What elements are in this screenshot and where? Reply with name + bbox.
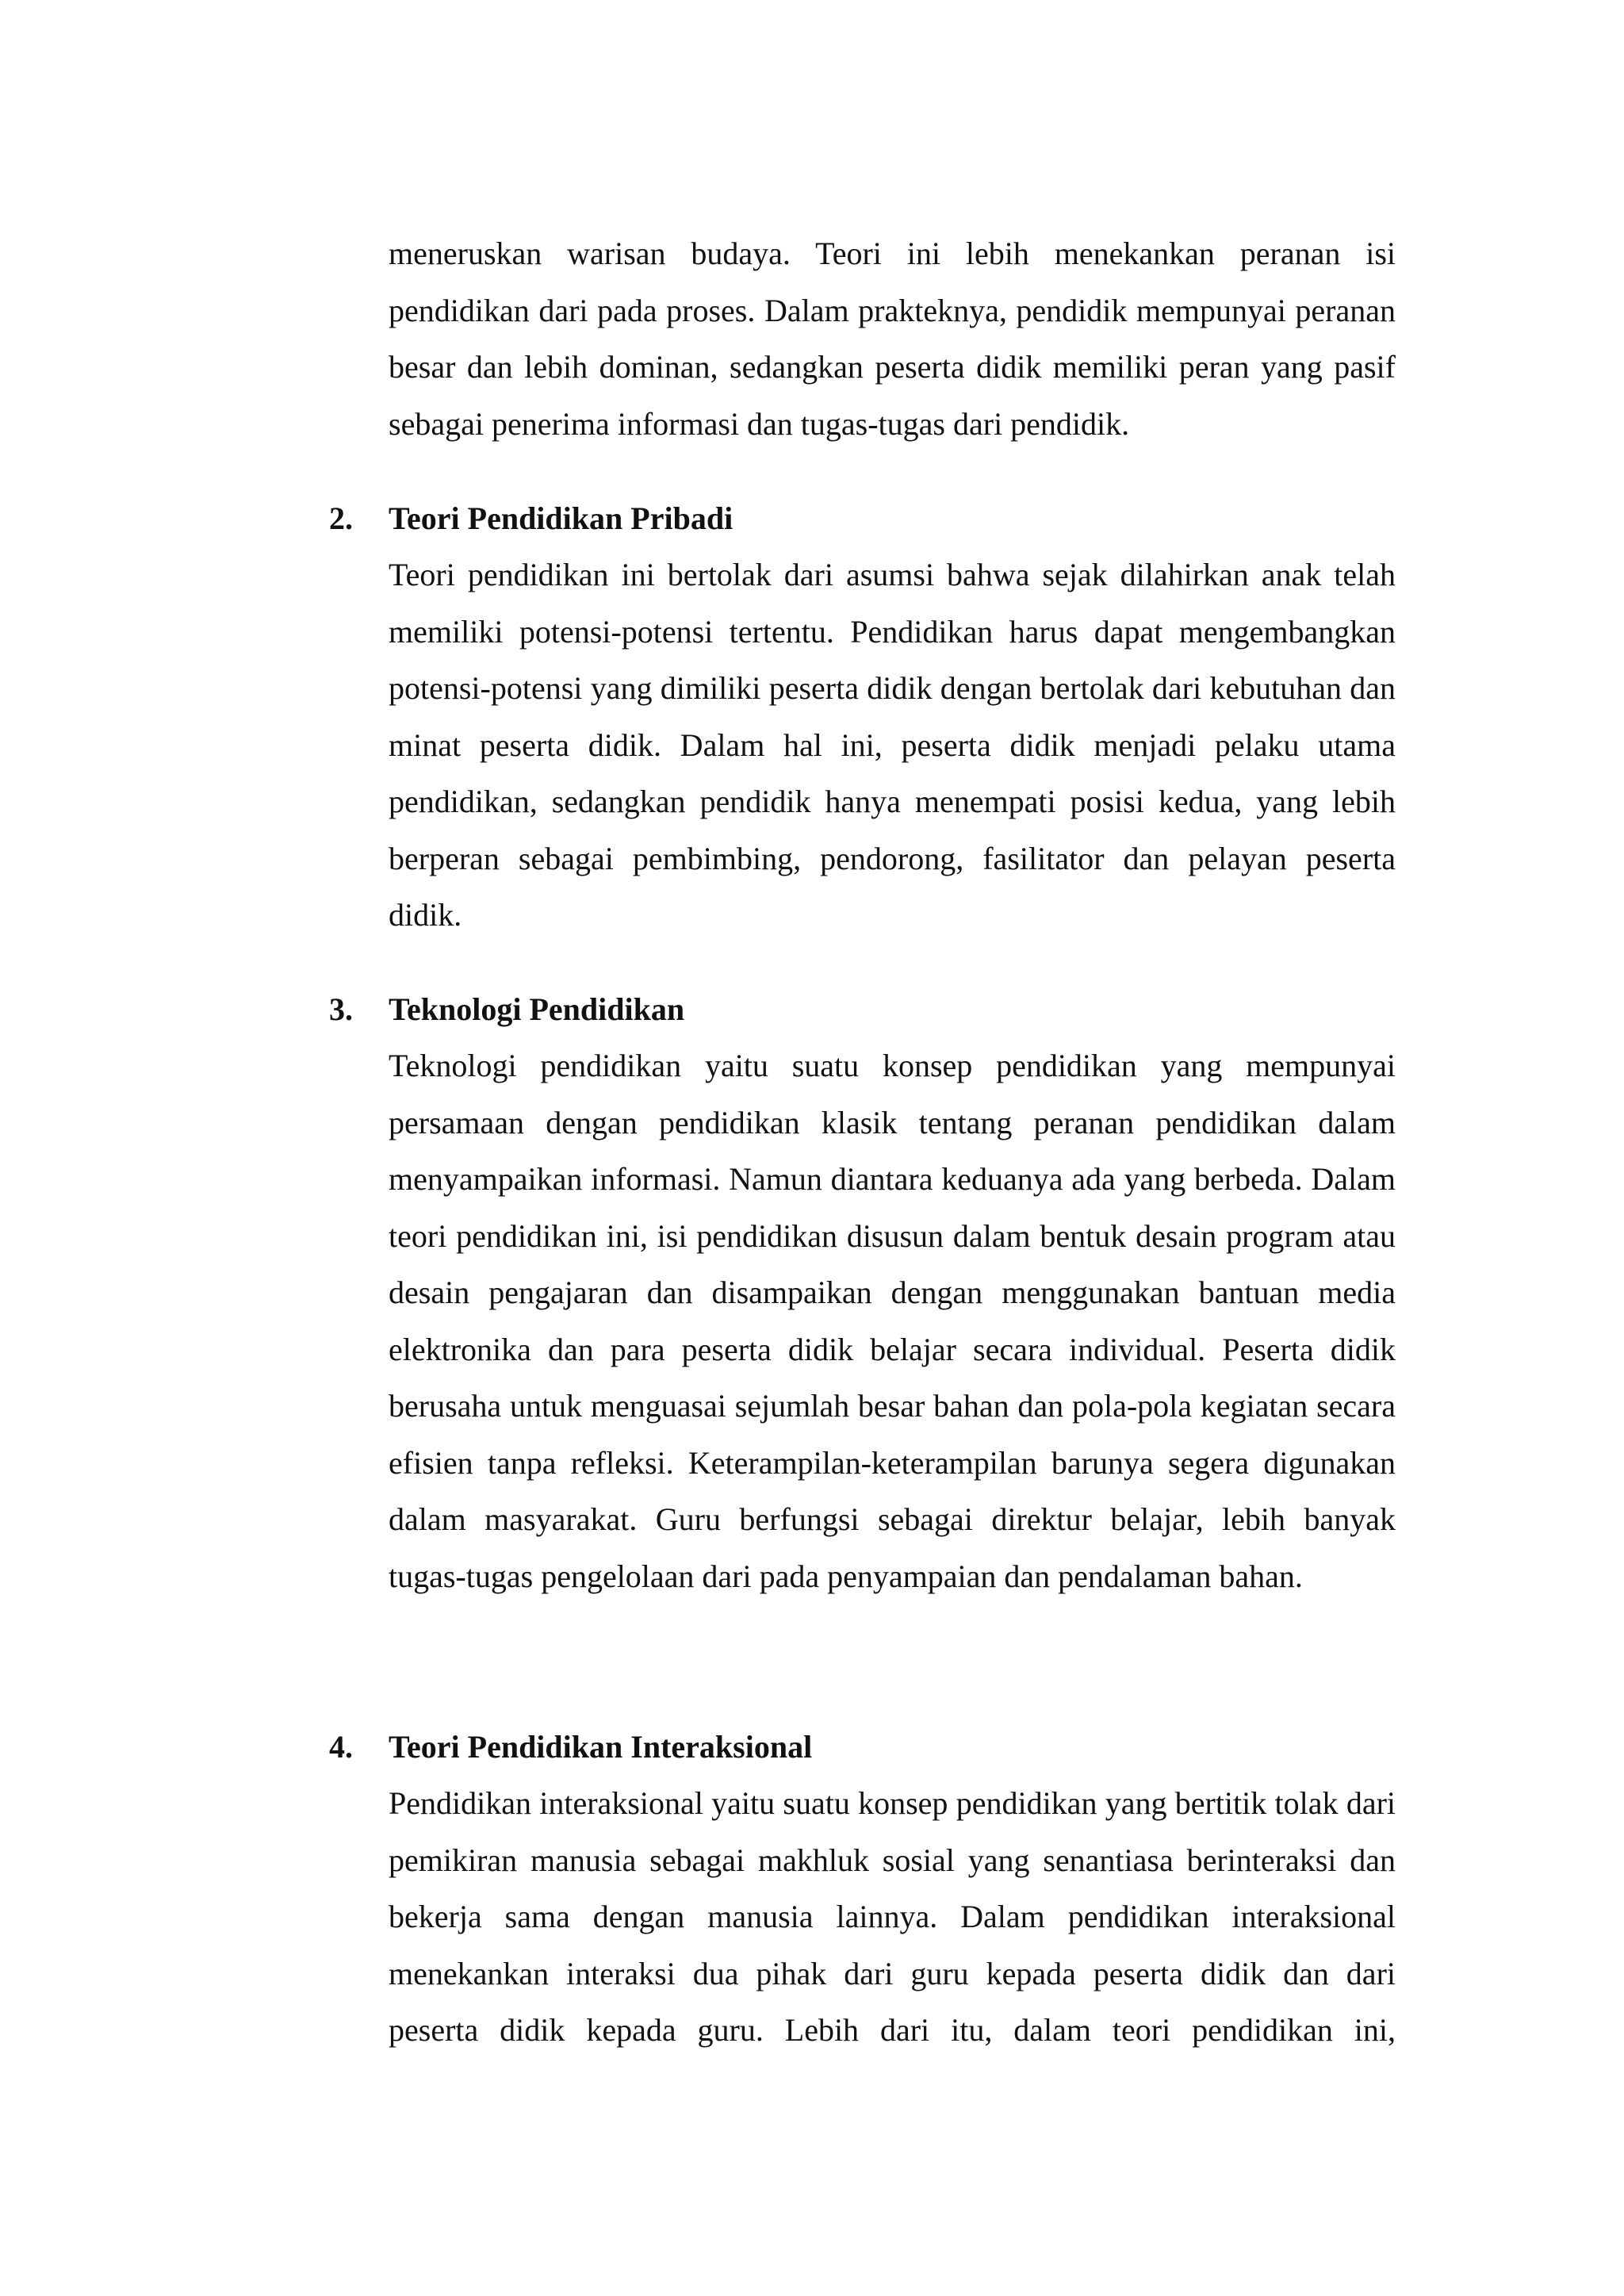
section-3-title: Teknologi Pendidikan xyxy=(389,991,685,1027)
section-2-number: 2. xyxy=(329,500,353,536)
section-3-body: Teknologi pendidikan yaitu suatu konsep pendidikan yang mempunyai persamaan dengan pendidikan klasik tentang peranan pendidikan dalam menyampaikan informasi. Namun diantara keduanya ada yang berbeda. Dalam teori pendidikan ini, isi pendidikan disusun dalam bentuk desain program atau desain pengajaran dan disampaikan dengan menggunakan bantuan media elektronika dan para peserta didik belajar secara individual. Peserta didik berusaha untuk menguasai sejumlah besar bahan dan pola-pola kegiatan secara efisien tanpa refleksi. Keterampilan-keterampilan barunya segera digunakan dalam masyarakat. Guru berfungsi sebagai direktur belajar, lebih banyak tugas-tugas pengelolaan dari pada penyampaian dan pendalaman bahan. xyxy=(389,1048,1396,1594)
section-4-body: Pendidikan interaksional yaitu suatu konsep pendidikan yang bertitik tolak dari pemikiran manusia sebagai makhluk sosial yang senantiasa berinteraksi dan bekerja sama dengan manusia lainnya. Dalam pendidikan interaksional menekankan interaksi dua pihak dari guru kepada peserta didik dan dari peserta didik kepada guru. Lebih dari itu, dalam teori pendidikan ini, xyxy=(389,1785,1396,2048)
intro-paragraph: meneruskan warisan budaya. Teori ini lebih menekankan peranan isi pendidikan dari pada proses. Dalam prakteknya, pendidik mempunyai peranan besar dan lebih dominan, sedangkan peserta didik memiliki peran yang pasif sebagai penerima informasi dan tugas-tugas dari pendidik. xyxy=(389,236,1396,442)
section-4-title: Teori Pendidikan Interaksional xyxy=(389,1729,813,1765)
section-2-body: Teori pendidikan ini bertolak dari asumsi bahwa sejak dilahirkan anak telah memiliki potensi-potensi tertentu. Pendidikan harus dapat mengembangkan potensi-potensi yang dimiliki peserta didik dengan bertolak dari kebutuhan dan minat peserta didik. Dalam hal ini, peserta didik menjadi pelaku utama pendidikan, sedangkan pendidik hanya menempati posisi kedua, yang lebih berperan sebagai pembimbing, pendorong, fasilitator dan pelayan peserta didik. xyxy=(389,557,1396,933)
section-4-number: 4. xyxy=(329,1729,353,1765)
section-2-title: Teori Pendidikan Pribadi xyxy=(389,500,733,536)
section-3-number: 3. xyxy=(329,991,353,1027)
